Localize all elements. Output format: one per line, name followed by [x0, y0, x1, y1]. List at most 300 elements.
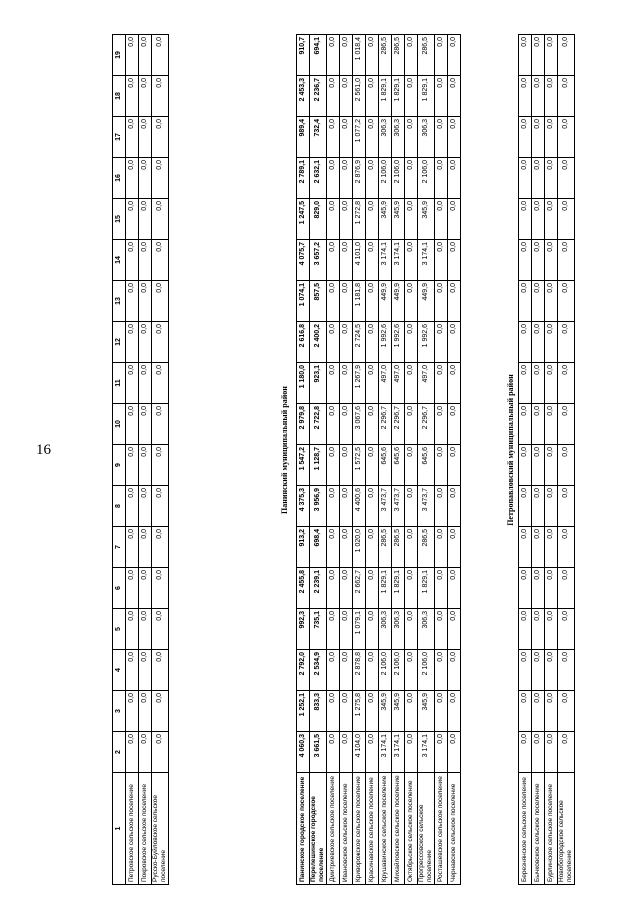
table-row: [435, 35, 448, 885]
value-cell: 0,0: [139, 76, 152, 117]
value-cell: 0,0: [532, 158, 545, 199]
table-body: [519, 35, 575, 885]
table-panino: [296, 34, 461, 885]
value-cell: 0,0: [152, 158, 169, 199]
value-cell: 0,0: [139, 732, 152, 773]
value-cell: 0,0: [327, 691, 340, 732]
value-cell: 0,0: [126, 527, 139, 568]
value-cell: 306,3: [379, 609, 392, 650]
value-cell: 0,0: [152, 240, 169, 281]
value-cell: 0,0: [126, 199, 139, 240]
value-cell: 0,0: [366, 240, 379, 281]
value-cell: 0,0: [139, 363, 152, 404]
value-cell: 0,0: [405, 445, 418, 486]
value-cell: 829,0: [310, 199, 327, 240]
value-cell: 3 473,7: [392, 486, 405, 527]
value-cell: 306,3: [418, 609, 435, 650]
value-cell: 0,0: [405, 240, 418, 281]
value-cell: 345,9: [392, 199, 405, 240]
value-cell: 0,0: [340, 404, 353, 445]
header-cell: 17: [113, 117, 126, 158]
value-cell: 3 956,9: [310, 486, 327, 527]
value-cell: 2 106,0: [418, 650, 435, 691]
value-cell: 0,0: [126, 240, 139, 281]
settlement-name: Березнянское сельское поселение: [519, 773, 532, 885]
table-row: [379, 35, 392, 885]
table-row: [532, 35, 545, 885]
header-cell: 7: [113, 527, 126, 568]
value-cell: 0,0: [327, 404, 340, 445]
value-cell: 3 473,7: [379, 486, 392, 527]
value-cell: 989,4: [297, 117, 310, 158]
value-cell: 0,0: [126, 568, 139, 609]
value-cell: 910,7: [297, 35, 310, 76]
value-cell: 857,5: [310, 281, 327, 322]
value-cell: 0,0: [405, 158, 418, 199]
value-cell: 0,0: [366, 35, 379, 76]
settlement-name: Октябрьское сельское поселение: [405, 773, 418, 885]
value-cell: 0,0: [519, 322, 532, 363]
value-cell: 0,0: [519, 691, 532, 732]
value-cell: 0,0: [545, 158, 558, 199]
value-cell: 0,0: [435, 76, 448, 117]
value-cell: 0,0: [435, 732, 448, 773]
value-cell: 0,0: [435, 609, 448, 650]
table-row: [297, 35, 310, 885]
value-cell: 449,9: [379, 281, 392, 322]
settlement-name: Перелешинское городское поселение: [310, 773, 327, 885]
value-cell: 1 829,1: [379, 568, 392, 609]
value-cell: 0,0: [532, 486, 545, 527]
settlement-name: Ивановское сельское поселение: [340, 773, 353, 885]
value-cell: 1 829,1: [379, 76, 392, 117]
value-cell: 0,0: [327, 568, 340, 609]
value-cell: 0,0: [327, 281, 340, 322]
value-cell: 2 876,9: [353, 158, 366, 199]
value-cell: 0,0: [366, 322, 379, 363]
value-cell: 0,0: [558, 281, 575, 322]
value-cell: 0,0: [435, 486, 448, 527]
value-cell: 2 296,7: [392, 404, 405, 445]
value-cell: 4 400,6: [353, 486, 366, 527]
value-cell: 1 547,2: [297, 445, 310, 486]
value-cell: 732,4: [310, 117, 327, 158]
table-row: [545, 35, 558, 885]
value-cell: 0,0: [327, 322, 340, 363]
value-cell: 0,0: [545, 240, 558, 281]
value-cell: 0,0: [366, 650, 379, 691]
settlement-name: Петровское сельское поселение: [126, 773, 139, 885]
value-cell: 345,9: [418, 199, 435, 240]
value-cell: 698,4: [310, 527, 327, 568]
value-cell: 0,0: [126, 363, 139, 404]
value-cell: 0,0: [532, 650, 545, 691]
value-cell: 0,0: [558, 199, 575, 240]
value-cell: 0,0: [545, 76, 558, 117]
value-cell: 0,0: [366, 732, 379, 773]
value-cell: 449,9: [392, 281, 405, 322]
table-row: [152, 35, 169, 885]
header-cell: 14: [113, 240, 126, 281]
value-cell: 0,0: [519, 609, 532, 650]
value-cell: 306,3: [392, 117, 405, 158]
value-cell: 1 267,9: [353, 363, 366, 404]
value-cell: 0,0: [152, 486, 169, 527]
value-cell: 0,0: [558, 76, 575, 117]
value-cell: 0,0: [435, 158, 448, 199]
value-cell: 0,0: [558, 117, 575, 158]
value-cell: 0,0: [558, 609, 575, 650]
value-cell: 0,0: [435, 199, 448, 240]
value-cell: 0,0: [448, 445, 461, 486]
value-cell: 0,0: [327, 527, 340, 568]
value-cell: 306,3: [392, 609, 405, 650]
value-cell: 0,0: [152, 117, 169, 158]
header-cell: 11: [113, 363, 126, 404]
value-cell: 0,0: [405, 363, 418, 404]
value-cell: 0,0: [340, 199, 353, 240]
value-cell: 497,0: [392, 363, 405, 404]
value-cell: 735,1: [310, 609, 327, 650]
value-cell: 0,0: [448, 158, 461, 199]
value-cell: 286,5: [379, 527, 392, 568]
value-cell: 4 104,0: [353, 732, 366, 773]
value-cell: 0,0: [532, 281, 545, 322]
settlement-name: Новобогородское сельское поселение: [558, 773, 575, 885]
settlement-name: Криворожское сельское поселение: [353, 773, 366, 885]
table-row: [418, 35, 435, 885]
value-cell: 2 979,8: [297, 404, 310, 445]
value-cell: 0,0: [558, 322, 575, 363]
data-table: [518, 34, 575, 885]
value-cell: 0,0: [448, 35, 461, 76]
value-cell: 0,0: [519, 281, 532, 322]
value-cell: 0,0: [435, 445, 448, 486]
value-cell: 0,0: [139, 158, 152, 199]
value-cell: 0,0: [126, 609, 139, 650]
value-cell: 3 174,1: [379, 240, 392, 281]
header-cell: 8: [113, 486, 126, 527]
value-cell: 0,0: [327, 117, 340, 158]
value-cell: 0,0: [545, 35, 558, 76]
value-cell: 345,9: [392, 691, 405, 732]
value-cell: 0,0: [139, 322, 152, 363]
value-cell: 0,0: [532, 240, 545, 281]
value-cell: 0,0: [519, 363, 532, 404]
value-cell: 0,0: [126, 76, 139, 117]
value-cell: 0,0: [126, 445, 139, 486]
value-cell: 3 067,6: [353, 404, 366, 445]
settlement-name: Росташевское сельское поселение: [435, 773, 448, 885]
value-cell: 0,0: [139, 281, 152, 322]
value-cell: 306,3: [379, 117, 392, 158]
value-cell: 1 252,1: [297, 691, 310, 732]
value-cell: 2 534,9: [310, 650, 327, 691]
value-cell: 3 174,1: [418, 240, 435, 281]
value-cell: 2 792,0: [297, 650, 310, 691]
value-cell: 345,9: [379, 199, 392, 240]
value-cell: 0,0: [558, 158, 575, 199]
value-cell: 0,0: [532, 199, 545, 240]
value-cell: 0,0: [532, 76, 545, 117]
value-cell: 4 075,7: [297, 240, 310, 281]
value-cell: 0,0: [152, 199, 169, 240]
value-cell: 0,0: [435, 240, 448, 281]
value-cell: 0,0: [152, 609, 169, 650]
value-cell: 923,1: [310, 363, 327, 404]
value-cell: 4 060,3: [297, 732, 310, 773]
value-cell: 0,0: [405, 568, 418, 609]
value-cell: 1 128,7: [310, 445, 327, 486]
value-cell: 3 174,1: [379, 732, 392, 773]
value-cell: 0,0: [152, 404, 169, 445]
value-cell: 0,0: [340, 117, 353, 158]
value-cell: 286,5: [392, 35, 405, 76]
value-cell: 0,0: [405, 650, 418, 691]
value-cell: 0,0: [327, 199, 340, 240]
value-cell: 0,0: [532, 732, 545, 773]
value-cell: 1 829,1: [392, 76, 405, 117]
value-cell: 0,0: [435, 281, 448, 322]
table-row: [310, 35, 327, 885]
value-cell: 0,0: [558, 691, 575, 732]
value-cell: 497,0: [418, 363, 435, 404]
value-cell: 0,0: [405, 486, 418, 527]
value-cell: 0,0: [448, 117, 461, 158]
value-cell: 345,9: [379, 691, 392, 732]
value-cell: 0,0: [558, 35, 575, 76]
value-cell: 2 106,0: [379, 650, 392, 691]
value-cell: 0,0: [448, 240, 461, 281]
value-cell: 0,0: [126, 117, 139, 158]
value-cell: 0,0: [139, 609, 152, 650]
value-cell: 0,0: [519, 486, 532, 527]
value-cell: 0,0: [139, 527, 152, 568]
value-cell: 0,0: [435, 691, 448, 732]
value-cell: 0,0: [405, 609, 418, 650]
settlement-name: Русско-Буйловское сельское поселение: [152, 773, 169, 885]
value-cell: 286,5: [379, 35, 392, 76]
value-cell: 4 101,0: [353, 240, 366, 281]
value-cell: 0,0: [340, 281, 353, 322]
value-cell: 0,0: [435, 568, 448, 609]
value-cell: 0,0: [545, 732, 558, 773]
value-cell: 3 174,1: [392, 240, 405, 281]
value-cell: 0,0: [532, 609, 545, 650]
value-cell: 0,0: [532, 568, 545, 609]
table-row: [327, 35, 340, 885]
value-cell: 0,0: [448, 404, 461, 445]
value-cell: 2 616,8: [297, 322, 310, 363]
value-cell: 0,0: [139, 486, 152, 527]
value-cell: 1 572,5: [353, 445, 366, 486]
value-cell: 0,0: [558, 445, 575, 486]
value-cell: 0,0: [327, 609, 340, 650]
value-cell: 2 296,7: [379, 404, 392, 445]
value-cell: 0,0: [519, 568, 532, 609]
value-cell: 3 657,2: [310, 240, 327, 281]
value-cell: 0,0: [558, 240, 575, 281]
value-cell: 0,0: [126, 650, 139, 691]
value-cell: 0,0: [532, 527, 545, 568]
value-cell: 2 789,1: [297, 158, 310, 199]
value-cell: 992,3: [297, 609, 310, 650]
value-cell: 0,0: [139, 404, 152, 445]
value-cell: 3 174,1: [418, 732, 435, 773]
value-cell: 0,0: [545, 691, 558, 732]
value-cell: 0,0: [448, 568, 461, 609]
table-body: [126, 35, 169, 885]
value-cell: 1 077,2: [353, 117, 366, 158]
value-cell: 0,0: [545, 281, 558, 322]
value-cell: 1 247,5: [297, 199, 310, 240]
value-cell: 1 829,1: [418, 76, 435, 117]
value-cell: 0,0: [126, 158, 139, 199]
value-cell: 0,0: [340, 322, 353, 363]
value-cell: 0,0: [152, 322, 169, 363]
value-cell: 0,0: [545, 322, 558, 363]
value-cell: 497,0: [379, 363, 392, 404]
settlement-name: Прогрессовское сельское поселение: [418, 773, 435, 885]
value-cell: 0,0: [340, 76, 353, 117]
value-cell: 306,3: [418, 117, 435, 158]
value-cell: 1 992,6: [379, 322, 392, 363]
value-cell: 0,0: [558, 404, 575, 445]
value-cell: 0,0: [340, 363, 353, 404]
value-cell: 1 272,8: [353, 199, 366, 240]
table-row: [366, 35, 379, 885]
value-cell: 0,0: [532, 35, 545, 76]
value-cell: 0,0: [139, 650, 152, 691]
value-cell: 0,0: [366, 609, 379, 650]
settlement-name: Панинское городское поселение: [297, 773, 310, 885]
value-cell: 2 106,0: [418, 158, 435, 199]
value-cell: 1 829,1: [392, 568, 405, 609]
table-petropavlovsk: [518, 34, 575, 885]
value-cell: 286,5: [418, 35, 435, 76]
value-cell: 0,0: [519, 158, 532, 199]
value-cell: 0,0: [126, 486, 139, 527]
value-cell: 0,0: [139, 445, 152, 486]
value-cell: 0,0: [366, 281, 379, 322]
value-cell: 0,0: [139, 240, 152, 281]
value-cell: 0,0: [340, 486, 353, 527]
value-cell: 2 662,7: [353, 568, 366, 609]
value-cell: 0,0: [152, 691, 169, 732]
value-cell: 0,0: [366, 568, 379, 609]
header-cell: 2: [113, 732, 126, 773]
value-cell: 2 106,0: [392, 158, 405, 199]
value-cell: 0,0: [405, 199, 418, 240]
value-cell: 0,0: [366, 445, 379, 486]
value-cell: 2 106,0: [379, 158, 392, 199]
value-cell: 2 722,8: [310, 404, 327, 445]
value-cell: 0,0: [139, 691, 152, 732]
table-row: [519, 35, 532, 885]
value-cell: 0,0: [405, 322, 418, 363]
value-cell: 0,0: [152, 76, 169, 117]
value-cell: 0,0: [340, 445, 353, 486]
value-cell: 0,0: [545, 527, 558, 568]
header-cell: 9: [113, 445, 126, 486]
value-cell: 2 632,1: [310, 158, 327, 199]
value-cell: 3 174,1: [392, 732, 405, 773]
header-cell: 1: [113, 773, 126, 885]
value-cell: 0,0: [405, 35, 418, 76]
value-cell: 0,0: [366, 486, 379, 527]
value-cell: 0,0: [545, 117, 558, 158]
value-cell: 0,0: [139, 117, 152, 158]
value-cell: 0,0: [519, 650, 532, 691]
value-cell: 286,5: [392, 527, 405, 568]
value-cell: 0,0: [340, 568, 353, 609]
settlement-name: Дмитриевское сельское поселение: [327, 773, 340, 885]
value-cell: 0,0: [327, 363, 340, 404]
value-cell: 0,0: [152, 363, 169, 404]
value-cell: 1 829,1: [418, 568, 435, 609]
value-cell: 1 180,0: [297, 363, 310, 404]
value-cell: 0,0: [532, 322, 545, 363]
value-cell: 0,0: [327, 486, 340, 527]
value-cell: 0,0: [405, 76, 418, 117]
value-cell: 1 181,8: [353, 281, 366, 322]
table-row: [353, 35, 366, 885]
header-cell: 5: [113, 609, 126, 650]
value-cell: 0,0: [405, 404, 418, 445]
value-cell: 0,0: [532, 445, 545, 486]
value-cell: 0,0: [435, 363, 448, 404]
header-cell: 3: [113, 691, 126, 732]
settlement-name: Бычковское сельское поселение: [532, 773, 545, 885]
value-cell: 0,0: [405, 691, 418, 732]
header-cell: 12: [113, 322, 126, 363]
table-row: [392, 35, 405, 885]
value-cell: 0,0: [366, 117, 379, 158]
settlement-name: Чернавское сельское поселение: [448, 773, 461, 885]
value-cell: 0,0: [340, 691, 353, 732]
value-cell: 0,0: [327, 76, 340, 117]
value-cell: 0,0: [532, 363, 545, 404]
header-row: [113, 35, 126, 885]
value-cell: 0,0: [405, 281, 418, 322]
value-cell: 833,3: [310, 691, 327, 732]
value-cell: 0,0: [448, 322, 461, 363]
value-cell: 0,0: [340, 240, 353, 281]
value-cell: 1 992,6: [392, 322, 405, 363]
value-cell: 0,0: [327, 732, 340, 773]
value-cell: 0,0: [366, 76, 379, 117]
value-cell: 449,9: [418, 281, 435, 322]
value-cell: 645,6: [392, 445, 405, 486]
value-cell: 0,0: [340, 732, 353, 773]
value-cell: 1 018,4: [353, 35, 366, 76]
value-cell: 0,0: [558, 650, 575, 691]
value-cell: 0,0: [558, 568, 575, 609]
value-cell: 2 236,7: [310, 76, 327, 117]
value-cell: 0,0: [545, 404, 558, 445]
value-cell: 0,0: [545, 568, 558, 609]
table-row: [448, 35, 461, 885]
value-cell: 0,0: [545, 609, 558, 650]
value-cell: 0,0: [545, 486, 558, 527]
value-cell: 0,0: [435, 404, 448, 445]
value-cell: 0,0: [126, 322, 139, 363]
value-cell: 0,0: [366, 404, 379, 445]
settlement-name: Михайловское сельское поселение: [392, 773, 405, 885]
district-title: Петропавловский муниципальный район: [506, 374, 515, 526]
table-row: [126, 35, 139, 885]
value-cell: 0,0: [545, 445, 558, 486]
